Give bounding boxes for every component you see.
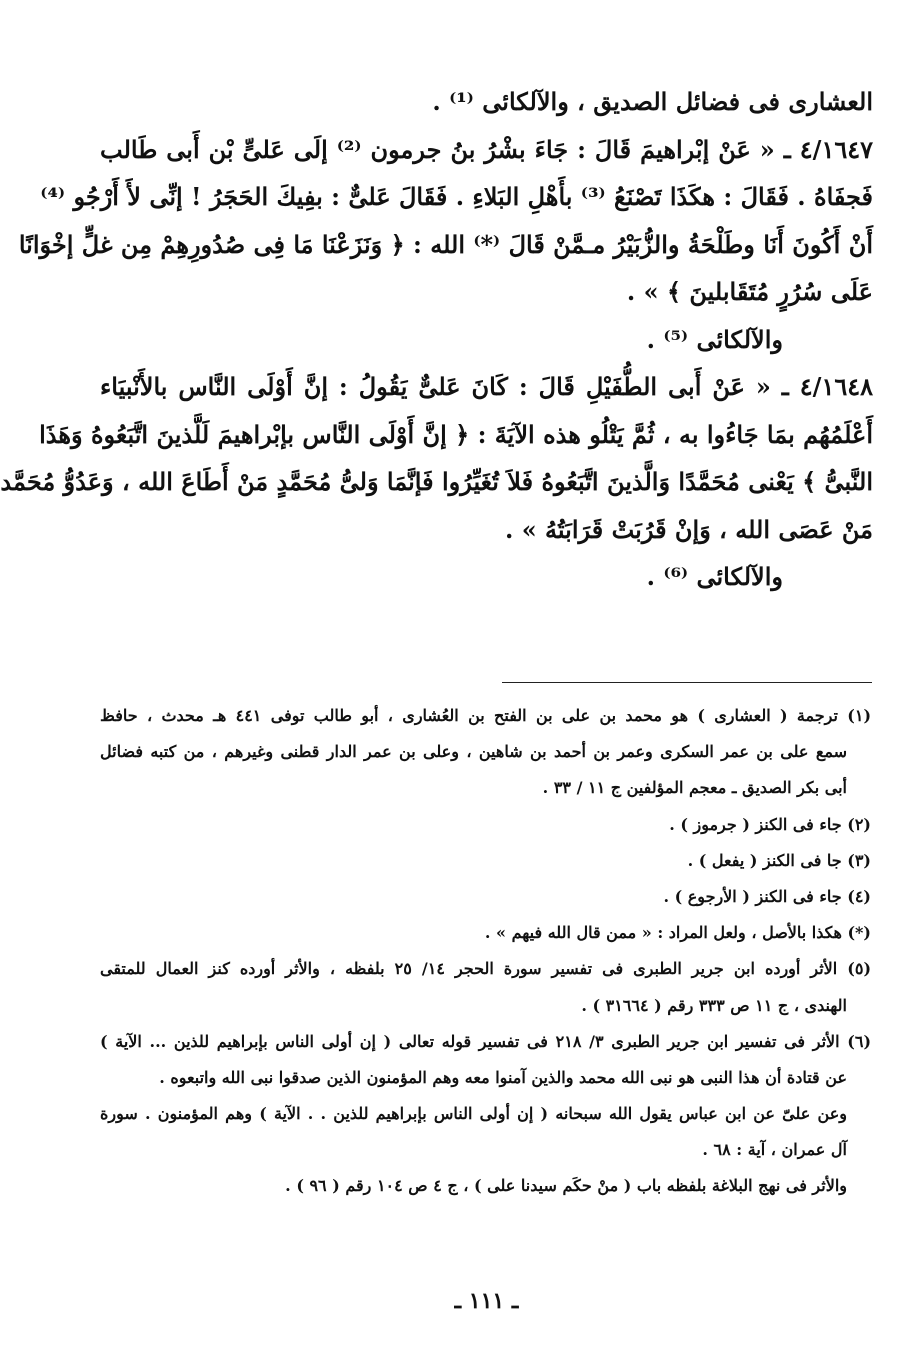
footnote-line: أبى بكر الصديق ـ معجم المؤلفين ج ١١ / ٣٣ .	[542, 778, 847, 798]
main-line: فَجفَاهُ . فَقَالَ : هكَذَا تَصْنَعُ ⁽³⁾ بأَهْلِ البَلاءِ . فَقَالَ عَلىٌّ : بفِيكَ الحَجَرُ ! إنِّى لأَ أَرْجُو ⁽⁴⁾	[40, 182, 873, 211]
main-text	[0, 78, 873, 601]
footnote-divider	[502, 682, 872, 683]
footnote-line: (١) ترجمة ( العشارى ) هو محمد بن على بن الفتح بن العُشارى ، أبو طالب توفى ٤٤١ هـ محدث ، حافظ	[100, 706, 872, 725]
footnotes	[100, 698, 871, 1205]
footnote-line: سمع على بن عمر السكرى وعمر بن أحمد بن شاهين ، وعلى بن عمر الدار قطنى وغيرهم ، من كتبه فضائل	[100, 742, 847, 762]
footnote-line: (*) هكذا بالأصل ، ولعل المراد : « ممن قال الله فيهم » .	[484, 923, 871, 943]
main-line: النَّبىُّ ﴾ يَعْنى مُحَمَّدًا وَالَّذينَ اتَّبَعُوهُ فَلاَ تُغَيِّرُوا فَإنَّمَا وَلىُّ مُحَمَّدٍ مَنْ أَطَاعَ الله ، وَعَدُوُّ مُحَمَّد	[0, 467, 873, 496]
main-line: والآلكائى ⁽⁵⁾ .	[646, 324, 783, 354]
main-line: مَنْ عَصَى الله ، وَإنْ قَرُبَتْ قَرَابَتُهُ » .	[504, 514, 873, 544]
footnote-line: والأثر فى نهج البلاغة بلفظه باب ( منْ حكَم سيدنا على ) ، ج ٤ ص ١٠٤ رقم ( ٩٦ ) .	[285, 1176, 847, 1196]
main-line: عَلَى سُرُرٍ مُتَقَابلينَ ﴾ » .	[626, 277, 873, 306]
footnote-line: وعن علىّ عن ابن عباس يقول الله سبحانه ( إن أولى الناس بإبراهيم للذين . . الآية ) وهم المؤمنون . سورة	[100, 1104, 847, 1124]
footnote-line: الهندى ، ج ١١ ص ٣٣٣ رقم ( ٣١٦٦٤ ) .	[581, 995, 847, 1015]
main-line: أَنْ أَكُونَ أَنَا وطَلْحَةُ والزُّبَيْرُ مـمَّنْ قَالَ ⁽*⁾ الله : ﴿ وَنَزَعْنَا مَا فِى صُدُورِهِمْ مِن غلٍّ إخْوَانًا	[18, 229, 873, 259]
main-line: ٤/١٦٤٨ ـ « عَنْ أَبى الطُّفَيْلِ قَالَ : كَانَ عَلىٌّ يَقُولُ : إنَّ أَوْلَى النَّاس بالأَنْبيَاء	[100, 372, 873, 401]
footnote-line: (٥) الأثر أورده ابن جرير الطبرى فى تفسير سورة الحجر ١٤/ ٢٥ بلفظه ، والأثر أورده كنز العمال للمتقى	[100, 959, 872, 979]
footnote-line: (٢) جاء فى الكنز ( جرموز ) .	[669, 814, 871, 834]
footnote-line: (٦) الأثر فى تفسير ابن جرير الطبرى ٣/ ٢١٨ فى تفسير قوله تعالى ( إن أولى الناس بإبراهيم للذين ... الآية )	[100, 1031, 872, 1051]
main-line: والآلكائى ⁽⁶⁾ .	[646, 562, 783, 591]
main-line: أَعْلَمُهُم بمَا جَاءُوا به ، ثُمَّ يَتْلُو هذه الآيَةَ : ﴿ إنَّ أَوْلَى النَّاس بإبْراهيمَ لَلَّذينَ اتَّبَعُوهُ وَهَذَا	[39, 419, 873, 449]
footnote-line: (٤) جاء فى الكنز ( الأرجوع ) .	[663, 886, 871, 906]
main-line: ٤/١٦٤٧ ـ « عَنْ إبْراهيمَ قَالَ : جَاءَ بشْرُ بنُ جرمون ⁽²⁾ إلَى عَلىٍّ بْن أَبى طَالب	[100, 134, 873, 164]
page-number: ـ ١١١ ـ	[454, 1288, 519, 1314]
main-line: العشارى فى فضائل الصديق ، والآلكائى ⁽¹⁾ .	[432, 87, 873, 116]
footnote-line: (٣) جا فى الكنز ( يفعل ) .	[687, 850, 871, 870]
footnote-line: آل عمران ، آية : ٦٨ .	[702, 1140, 847, 1160]
footnote-line: عن قتادة أن هذا النبى هو نبى الله محمد والذين آمنوا معه وهم المؤمنون الذين صدقوا نبى الله واتبعوه .	[159, 1067, 847, 1087]
